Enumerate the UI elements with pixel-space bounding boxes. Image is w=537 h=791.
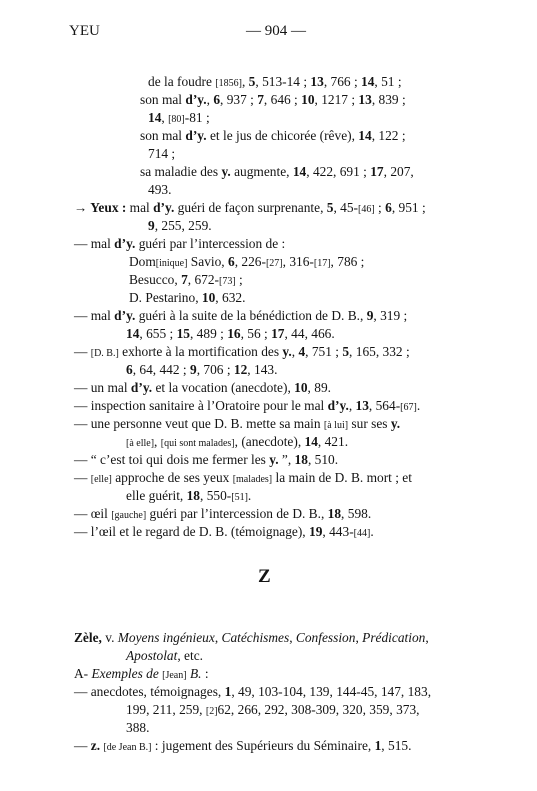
index-text: ; [374, 200, 386, 215]
index-line [126, 487, 251, 507]
index-text: , 766 ; [323, 74, 362, 89]
index-text: 9 [190, 362, 197, 377]
index-text: Confession [295, 630, 356, 645]
index-line [74, 683, 431, 701]
index-line [148, 73, 402, 93]
index-text: , 122 ; [371, 128, 406, 143]
index-line [129, 271, 243, 291]
index-text: v. [101, 630, 118, 645]
index-line [74, 397, 420, 417]
index-line [74, 665, 209, 685]
index-text: son mal [140, 128, 186, 143]
index-text: [à elle] [126, 438, 155, 449]
index-text: 14 [304, 434, 318, 449]
index-line [74, 523, 374, 543]
index-text: , [291, 344, 299, 359]
index-text: , 646 ; [263, 92, 302, 107]
index-text: la main de D. B. mort ; et [272, 470, 412, 485]
index-text: , [154, 434, 161, 449]
index-line [148, 217, 212, 235]
index-text: Savio, [187, 254, 228, 269]
index-text: , 44, 466. [284, 326, 335, 341]
index-text: ; [235, 272, 243, 287]
index-text: 5 [248, 74, 256, 89]
index-text: 10 [301, 92, 315, 107]
index-text: 16 [227, 326, 241, 341]
index-text: Prédication [362, 630, 426, 645]
index-text: [malades] [232, 474, 273, 485]
index-text: , etc. [177, 648, 203, 663]
index-text: guéri par l’intercession de : [135, 236, 286, 251]
index-text: [2] [205, 706, 218, 717]
index-text: Apostolat [126, 648, 178, 663]
index-text: [de Jean B.] [103, 742, 152, 753]
index-text: 17 [370, 164, 384, 179]
index-text: [67] [400, 402, 417, 413]
index-text: , 510. [307, 452, 339, 467]
index-line [74, 343, 410, 363]
index-text: Catéchismes [221, 630, 290, 645]
index-text: 6 [213, 92, 221, 107]
index-text: , [206, 92, 214, 107]
index-text: , 515. [381, 738, 412, 753]
index-text: 493. [148, 182, 172, 197]
page-number: — 904 — [246, 23, 306, 39]
index-text: [44] [353, 528, 371, 539]
index-text: — [74, 738, 91, 753]
index-text: d’y. [153, 200, 175, 215]
index-line [74, 199, 426, 219]
index-line [140, 127, 406, 145]
index-text: d’y. [114, 308, 136, 323]
index-text: 18 [294, 452, 308, 467]
index-text: y. [282, 344, 292, 359]
index-text: [gauche] [111, 510, 147, 521]
index-text: 199, 211, 259, [126, 702, 206, 717]
index-text: 1 [224, 684, 232, 699]
index-line [126, 361, 277, 379]
index-text: et la vocation (anecdote), [152, 380, 295, 395]
index-text: 19 [309, 524, 323, 539]
index-text: , 421. [317, 434, 349, 449]
index-text: 18 [327, 506, 342, 521]
index-text: 14 [361, 74, 375, 89]
index-text: sa maladie des [140, 164, 222, 179]
index-line [74, 505, 371, 525]
index-line [126, 433, 348, 453]
index-text: 9 [148, 218, 155, 233]
index-text: , 319 ; [373, 308, 408, 323]
index-text: . [370, 524, 374, 539]
index-text: y. [269, 452, 279, 467]
index-text: mal [126, 200, 154, 215]
index-text: — mal [74, 236, 115, 251]
index-text: : jugement des Supérieurs du Séminaire, [151, 738, 375, 753]
index-text: , [241, 74, 249, 89]
index-text: , 165, 332 ; [349, 344, 410, 359]
index-text: 10 [201, 290, 216, 305]
index-text: , 49, 103-104, 139, 144-45, 147, 183, [231, 684, 432, 699]
index-text: , 207, [383, 164, 414, 179]
index-line [140, 163, 414, 181]
index-text: approche de ses yeux [111, 470, 233, 485]
index-line [74, 469, 412, 489]
index-text: , 64, 442 ; [132, 362, 190, 377]
index-line [74, 307, 407, 325]
index-text: , [348, 398, 356, 413]
index-line [148, 145, 175, 163]
index-text: y. [390, 416, 401, 431]
index-text: , 45- [333, 200, 359, 215]
index-text: — un mal [74, 380, 131, 395]
index-text: 14 [292, 164, 307, 179]
index-text: -81 ; [184, 110, 210, 125]
index-text: , 564- [368, 398, 401, 413]
index-text: Besucco, [129, 272, 182, 287]
index-line [148, 181, 171, 199]
index-text: 5 [326, 200, 334, 215]
index-text: guéri par l’intercession de D. B., [146, 506, 328, 521]
index-text: [D. B.] [90, 348, 119, 359]
index-text: 13 [358, 92, 372, 107]
index-text: elle guérit, [126, 488, 187, 503]
index-text: , 672- [187, 272, 220, 287]
index-text: — mal [74, 308, 115, 323]
index-text: , [355, 630, 363, 645]
index-text: , 51 ; [374, 74, 402, 89]
index-text: Moyens ingénieux [117, 630, 215, 645]
index-text: de la foudre [148, 74, 216, 89]
index-text: d’y. [185, 92, 207, 107]
index-text: 62, 266, 292, 308-309, 320, 359, 373, [217, 702, 420, 717]
index-text: → Yeux : [74, 200, 127, 215]
index-text: : [201, 666, 209, 681]
section-letter: Z [258, 566, 271, 587]
index-text: 6 [385, 200, 392, 215]
index-text: , [214, 630, 222, 645]
index-text: 13 [310, 74, 324, 89]
running-head: YEU [69, 23, 100, 39]
index-line [74, 629, 429, 647]
index-line [126, 647, 203, 665]
index-text: , 1217 ; [314, 92, 359, 107]
index-line [126, 701, 420, 721]
index-text: 714 ; [148, 146, 176, 161]
index-text: , 443- [322, 524, 354, 539]
index-text: [51] [231, 492, 248, 503]
index-text: [Jean] [162, 670, 187, 681]
index-text: sur ses [348, 416, 391, 431]
index-text: — l’œil et le regard de D. B. (témoignage), [74, 524, 310, 539]
index-text: — œil [74, 506, 112, 521]
index-text: d’y. [114, 236, 136, 251]
index-text: [elle] [90, 474, 112, 485]
index-text: , 598. [341, 506, 372, 521]
index-text: augmente, [230, 164, 293, 179]
index-text: , 226- [234, 254, 266, 269]
index-line [126, 719, 149, 737]
index-text: A- [74, 666, 92, 681]
index-text: Dom [129, 254, 156, 269]
index-text: [inique] [155, 258, 188, 269]
index-text: 10 [294, 380, 308, 395]
index-text: son mal [140, 92, 186, 107]
index-text: D. Pestarino, [129, 290, 202, 305]
index-text: , 489 ; [189, 326, 228, 341]
index-text: , (anecdote), [234, 434, 305, 449]
index-text: [1856] [215, 78, 242, 89]
index-text: , 655 ; [139, 326, 177, 341]
index-line [74, 415, 400, 435]
index-text: exhorte à la mortification des [118, 344, 283, 359]
index-text: B. [189, 666, 202, 681]
index-text: d’y. [327, 398, 349, 413]
index-text: , 706 ; [196, 362, 234, 377]
index-text: [qui sont malades] [160, 438, 235, 449]
index-text: [73] [219, 276, 236, 287]
index-text: , 632. [215, 290, 246, 305]
index-text: , 422, 691 ; [306, 164, 371, 179]
index-text: guéri à la suite de la bénédiction de D. B., [135, 308, 367, 323]
index-text: 388. [126, 720, 150, 735]
index-text: , 937 ; [220, 92, 258, 107]
index-line [74, 451, 338, 469]
index-text: ”, [278, 452, 295, 467]
index-text: 13 [355, 398, 369, 413]
index-text: [46] [358, 204, 375, 215]
index-text: 6 [228, 254, 235, 269]
index-text: , 143. [247, 362, 278, 377]
index-text: , 786 ; [330, 254, 365, 269]
index-text: z. [90, 738, 101, 753]
index-text: 12 [233, 362, 248, 377]
index-text: , 550- [200, 488, 232, 503]
index-text: 18 [186, 488, 200, 503]
index-text: , 751 ; [305, 344, 343, 359]
index-text: 17 [271, 326, 285, 341]
index-text: 14 [126, 326, 140, 341]
index-text: 9 [366, 308, 374, 323]
index-text: , 513-14 ; [255, 74, 311, 89]
index-text: d’y. [130, 380, 153, 395]
index-text: [80] [168, 114, 185, 125]
index-text: — [74, 344, 91, 359]
index-text: , 839 ; [371, 92, 406, 107]
index-text: 1 [374, 738, 382, 753]
index-text: 14 [358, 128, 372, 143]
index-text: — anecdotes, témoignages, [74, 684, 225, 699]
index-line [74, 379, 331, 397]
index-text: , 316- [282, 254, 314, 269]
index-text: 7 [257, 92, 264, 107]
index-text: [27] [265, 258, 283, 269]
index-text: , 951 ; [391, 200, 426, 215]
index-text: , 56 ; [240, 326, 272, 341]
index-line [140, 91, 406, 109]
index-text: Zèle, [74, 630, 102, 645]
index-text: d’y. [185, 128, 207, 143]
index-text: , 89. [307, 380, 331, 395]
index-text: 15 [176, 326, 190, 341]
index-text: — inspection sanitaire à l’Oratoire pour le mal [74, 398, 328, 413]
index-line [74, 235, 285, 253]
index-text: , [289, 630, 296, 645]
index-text: — une personne veut que D. B. mette sa main [74, 416, 324, 431]
index-text: [17] [313, 258, 331, 269]
index-text: 14 [148, 110, 162, 125]
index-text: Exemples de [91, 666, 163, 681]
index-text: 7 [181, 272, 188, 287]
index-text: , [425, 630, 429, 645]
index-text: 5 [342, 344, 350, 359]
index-text: y. [221, 164, 231, 179]
index-line [129, 253, 364, 273]
index-line [148, 109, 210, 129]
index-text: 4 [298, 344, 306, 359]
index-text: — [74, 470, 91, 485]
index-line [74, 737, 411, 757]
index-text: — “ c’est toi qui dois me fermer les [74, 452, 270, 467]
index-text: . [247, 488, 252, 503]
index-text: , [161, 110, 169, 125]
index-line [126, 325, 335, 343]
index-text: [à lui] [323, 420, 349, 431]
index-text: guéri de façon surprenante, [174, 200, 327, 215]
index-text: et le jus de chicorée (rêve), [206, 128, 359, 143]
index-text: , 255, 259. [154, 218, 212, 233]
index-text: 6 [126, 362, 133, 377]
index-line [129, 289, 245, 307]
index-text: . [416, 398, 421, 413]
